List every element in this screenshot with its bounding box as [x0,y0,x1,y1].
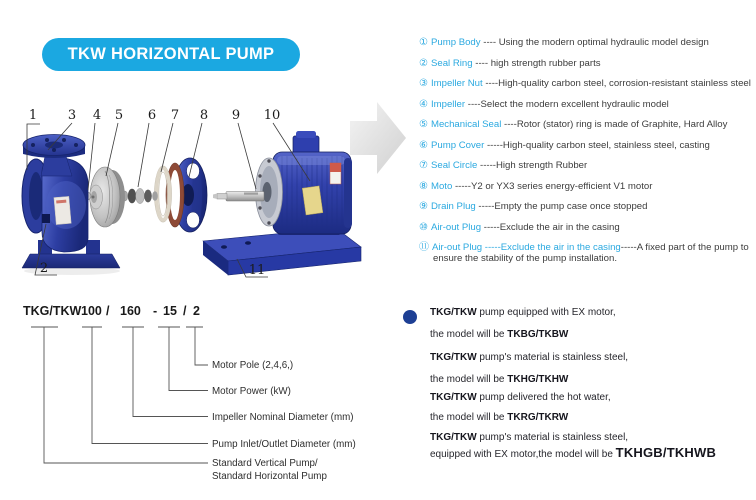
part-description: ---- Using the modern optimal hydraulic model design [480,37,709,48]
motor-nameplate [302,186,323,215]
model-seg-power: 15 [163,304,177,318]
part-name: Impeller Nut [430,78,483,89]
model-seg-series: TKG/TKW [23,304,82,318]
direction-arrow-icon [350,102,406,174]
circled-number-icon: ⑥ [419,139,428,151]
note-line: the model will be TKRG/TKRW [430,412,569,423]
part-label-8: 8 [199,108,209,123]
part-name: Air-out Plug [430,221,482,233]
impeller [90,167,126,227]
part-list-item-1 [419,37,755,48]
exploded-pump-diagram [22,108,361,278]
part-list-item-3 [419,78,755,89]
circled-number-icon: ⑩ [419,221,428,233]
part-description: -----High-quality carbon steel, stainless steel, casting [484,139,710,151]
part-label-11: 11 [248,263,266,278]
part-label-10: 10 [263,108,281,123]
part-label-5: 5 [114,108,124,123]
part-label-9: 9 [231,108,241,123]
part-list-item-7 [419,160,755,171]
title-badge [42,38,300,71]
circled-number-icon: ① [419,37,428,48]
motor-fan-cover [344,158,352,228]
model-code-diagram [23,304,356,482]
part-label-6: 6 [147,108,157,123]
circled-number-icon: ⑨ [419,201,428,212]
part-list-item-9 [419,201,755,212]
drain-port [42,214,50,223]
note-line: TKG/TKW pump equipped with EX motor, [430,307,616,318]
part-label-7: 7 [170,108,180,123]
part-description: ----High-quality carbon steel, corrosion-resistant stainless steel [482,78,751,89]
model-seg-impeller: 160 [120,304,141,318]
note-line: TKG/TKW pump's material is stainless steel, [430,432,629,443]
circled-number-icon: ⑧ [419,180,428,192]
label-motor-power: Motor Power (kW) [212,386,291,397]
part-list-item-8 [419,181,755,192]
part-name: Impeller [430,98,466,110]
part-name: Drain Plug [430,201,476,212]
part-list-item-4 [419,99,755,110]
part-label-2: 2 [39,261,49,276]
note-line: TKG/TKW pump delivered the hot water, [430,392,611,403]
mechanical-seal-parts [122,188,158,203]
pump-cover [166,158,207,232]
part-name: Seal Ring [430,57,473,69]
motor-baseplate [203,228,361,275]
model-seg-pole: 2 [193,304,200,318]
model-code-segments [23,304,200,318]
note-line: TKG/TKW pump's material is stainless steel, [430,352,629,363]
part-description: ---- high strength rubber parts [472,57,601,69]
part-list-item-6 [419,140,755,151]
label-standard-vertical: Standard Vertical Pump/ [212,458,318,469]
circled-number-icon: ⑪ [419,242,429,253]
part-name: Air-out Plug -----Exclude the air in the casing [432,242,621,253]
part-name: Pump Cover [430,139,485,151]
part-description: ----Select the modern excellent hydraulic model [465,98,669,110]
part-name: Pump Body [430,37,481,48]
part-name: Moto [430,180,453,192]
note-line: the model will be TKHG/TKHW [430,374,569,385]
part-description: -----A fixed part of the pump to ensure the stability of the pump installation. [433,242,749,264]
motor [213,131,352,235]
part-list-item-10 [419,222,755,233]
label-impeller-diameter: Impeller Nominal Diameter (mm) [212,412,354,423]
part-description: -----High strength Rubber [477,160,588,171]
model-notes-body [430,307,751,461]
part-description: ----Rotor (stator) ring is made of Graphite, Hard Alloy [501,119,728,130]
model-notes [403,307,751,461]
note-line: equipped with EX motor,the model will be TKHGB/TKHWB [430,445,717,460]
page-title: TKW HORIZONTAL PUMP [67,45,275,63]
bullet-icon [403,310,417,324]
model-seg-dash: - [153,304,158,318]
part-list-item-5 [419,119,755,130]
part-label-3: 3 [67,108,77,123]
circled-number-icon: ⑤ [419,119,428,130]
circled-number-icon: ③ [419,78,428,89]
circled-number-icon: ⑦ [419,160,428,171]
label-inlet-outlet: Pump Inlet/Outlet Diameter (mm) [212,439,356,450]
model-code-labels [212,360,356,482]
part-list-item-2 [419,58,755,69]
model-seg-slash2: / [183,304,187,318]
circled-number-icon: ② [419,57,428,69]
part-description: -----Exclude the air in the casing [481,221,620,233]
model-seg-slash1: / [106,304,110,318]
label-motor-pole: Motor Pole (2,4,6,) [212,360,294,371]
model-seg-inlet: 100 [81,304,102,318]
part-description: -----Empty the pump case once stopped [475,201,648,212]
part-name: Seal Circle [430,160,478,171]
label-standard-horizontal: Standard Horizontal Pump [212,471,327,482]
part-name: Mechanical Seal [430,119,502,130]
part-label-4: 4 [92,108,102,123]
motor-shaft [213,192,264,202]
model-code-connectors [31,327,208,463]
part-description: -----Y2 or YX3 series energy-efficient V1 motor [452,180,653,192]
note-line: the model will be TKBG/TKBW [430,329,569,340]
parts-list [419,37,755,264]
circled-number-icon: ④ [419,98,428,110]
part-label-1: 1 [28,108,38,123]
part-list-item-11 [419,242,755,264]
